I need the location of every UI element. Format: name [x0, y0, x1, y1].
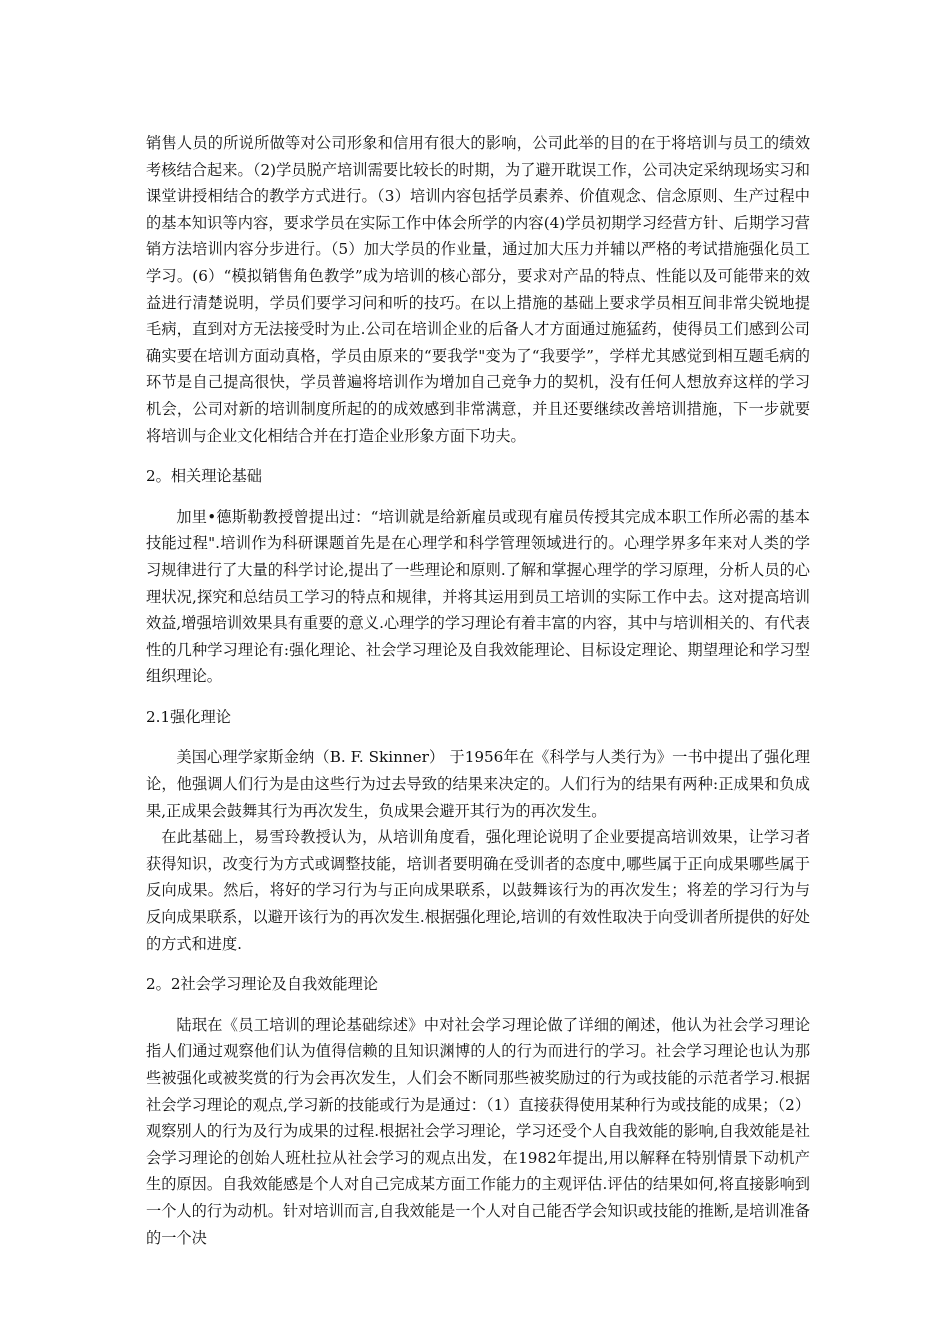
spacer	[146, 730, 810, 744]
paragraph-social-learning: 陆珉在《员工培训的理论基础综述》中对社会学习理论做了详细的阐述，他认为社会学习理论指人们通过观察他们认为值得信赖的且知识渊博的人的行为而进行的学习。社会学习理论也认为那些被强化或被奖赏的行为会再次发生，人们会不断同那些被奖励过的行为或技能的示范者学习.根据社会学习理论的观点,学习新的技能或行为是通过：（1）直接获得使用某种行为或技能的成果；（2）观察别人的行为及行为成果的过程.根据社会学习理论，学习还受个人自我效能的影响,自我效能是社会学习理论的创始人班杜拉从社会学习的观点出发，在1982年提出,用以解释在特别情景下动机产生的原因。自我效能感是个人对自己完成某方面工作能力的主观评估.评估的结果如何,将直接影响到一个人的行为动机。针对培训而言,自我效能是一个人对自己能否学会知识或技能的推断,是培训准备的一个决	[146, 1015, 811, 1247]
spacer	[146, 690, 810, 704]
paragraph-reinforcement-application: 在此基础上，易雪玲教授认为，从培训角度看，强化理论说明了企业要提高培训效果，让学习者获得知识，改变行为方式或调整技能，培训者要明确在受训者的态度中,哪些属于正向成果哪些属于反向成果。然后，将好的学习行为与正向成果联系，以鼓舞该行为的再次发生；将差的学习行为与反向成果联系，以避开该行为的再次发生.根据强化理论,培训的有效性取决于向受训者所提供的好处的方式和进度.	[146, 828, 810, 953]
paragraph-reinforcement-theory: 美国心理学家斯金纳（B. F. Skinner） 于1956年在《科学与人类行为》一书中提出了强化理论，他强调人们行为是由这些行为过去导致的结果来决定的。人们行为的结果有两种:正成果和负成果,正成果会鼓舞其行为再次发生，负成果会避开其行为的再次发生。	[146, 748, 810, 820]
spacer	[146, 957, 810, 971]
section-heading-2: 2。相关理论基础	[146, 467, 262, 486]
section-heading-2-1: 2.1强化理论	[146, 707, 231, 726]
paragraph-theory-basis: 加里•德斯勒教授曾提出过：“培训就是给新雇员或现有雇员传授其完成本职工作所必需的基本技能过程".培训作为科研课题首先是在心理学和科学管理领域进行的。心理学界多年来对人类的学习规律进行了大量的科学讨论,提出了一些理论和原则.了解和掌握心理学的学习原理，分析人员的心理状况,探究和总结员工学习的特点和规律，并将其运用到员工培训的实际工作中去。这对提高培训效益,增强培训效果具有重要的意义.心理学的学习理论有着丰富的内容，其中与培训相关的、有代表性的几种学习理论有:强化理论、社会学习理论及自我效能理论、目标设定理论、期望理论和学习型组织理论。	[146, 507, 810, 686]
document-page	[146, 130, 810, 1251]
section-heading-2-2: 2。2社会学习理论及自我效能理论	[146, 975, 378, 994]
paragraph-training-measures: 销售人员的所说所做等对公司形象和信用有很大的影响，公司此举的目的在于将培训与员工的绩效考核结合起来。（2)学员脱产培训需要比较长的时期，为了避开耽误工作，公司决定采纳现场实习和课堂讲授相结合的教学方式进行。（3）培训内容包括学员素养、价值观念、信念原则、生产过程中的基本知识等内容，要求学员在实际工作中体会所学的内容(4)学员初期学习经营方针、后期学习营销方法培训内容分步进行。（5）加大学员的作业量，通过加大压力并辅以严格的考试措施强化员工学习。(6）“模拟销售角色教学”成为培训的核心部分，要求对产品的特点、性能以及可能带来的效益进行清楚说明，学员们要学习问和听的技巧。在以上措施的基础上要求学员相互间非常尖锐地提毛病，直到对方无法接受时为止.公司在培训企业的后备人才方面通过施猛药，使得员工们感到公司确实要在培训方面动真格，学员由原来的“要我学"变为了“我要学”，学样尤其感觉到相互题毛病的环节是自己提高很快，学员普遍将培训作为增加自己竞争力的契机，没有任何人想放弃这样的学习机会，公司对新的培训制度所起的的成效感到非常满意，并且还要继续改善培训措施，下一步就要将培训与企业文化相结合并在打造企业形象方面下功夫。	[146, 134, 810, 445]
spacer	[146, 490, 810, 504]
spacer	[146, 449, 810, 463]
spacer	[146, 998, 810, 1012]
